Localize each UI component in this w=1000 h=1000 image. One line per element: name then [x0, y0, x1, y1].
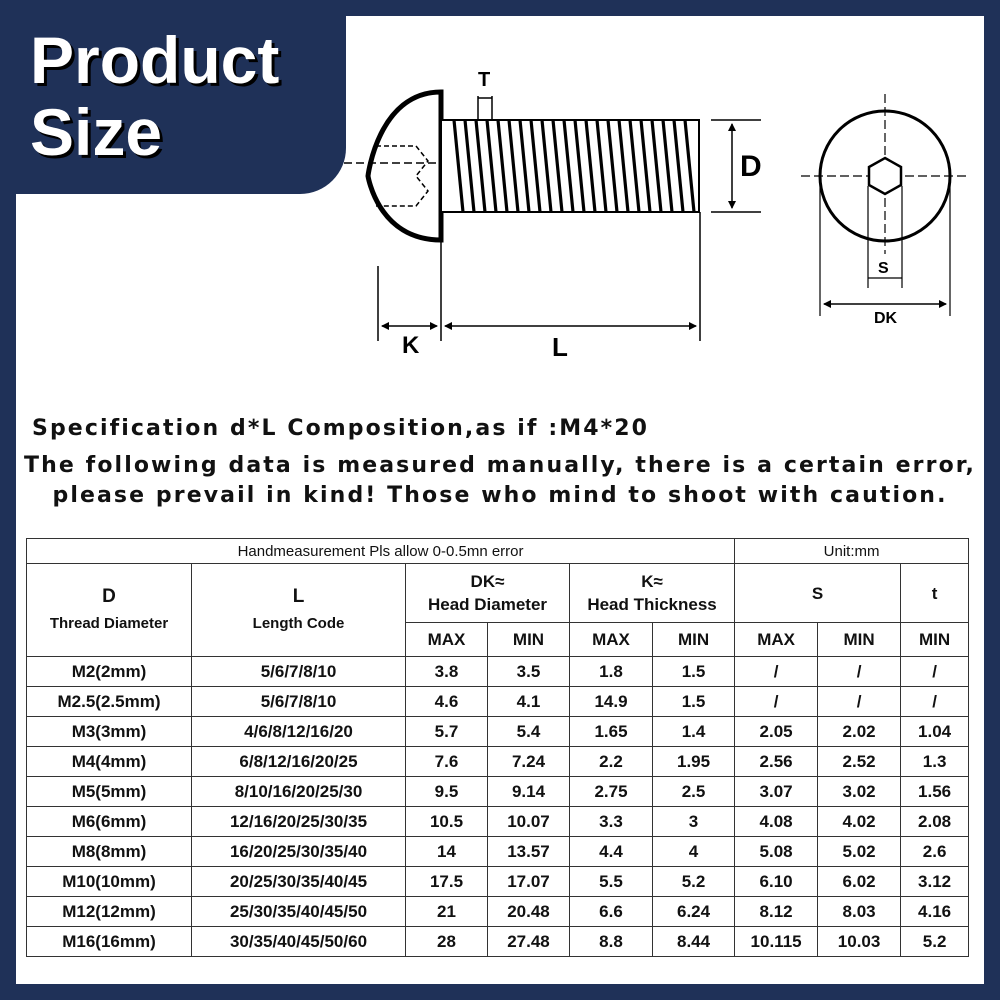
screw-dimension-drawing	[16, 16, 984, 406]
cell-t-min: 2.6	[901, 837, 969, 867]
cell-length-code: 30/35/40/45/50/60	[192, 927, 406, 957]
cell-t-min: 4.16	[901, 897, 969, 927]
cell-t-min: 3.12	[901, 867, 969, 897]
cell-thread-diameter: M4(4mm)	[27, 747, 192, 777]
cell-k-min: 1.5	[653, 687, 735, 717]
header-d: D	[102, 586, 116, 607]
cell-k-max: 6.6	[570, 897, 653, 927]
cell-s-min: 2.52	[818, 747, 901, 777]
cell-k-max: 3.3	[570, 807, 653, 837]
table-row	[27, 807, 969, 837]
header-s: S	[735, 564, 901, 623]
cell-dk-max: 28	[406, 927, 488, 957]
s-label: S	[878, 260, 889, 277]
l-label: L	[552, 332, 568, 362]
table-row	[27, 687, 969, 717]
screw-head-end-view	[801, 94, 968, 327]
cell-k-max: 1.8	[570, 657, 653, 687]
unit-caption: Unit:mm	[735, 539, 969, 564]
cell-s-min: /	[818, 687, 901, 717]
cell-s-max: 3.07	[735, 777, 818, 807]
table-row	[27, 747, 969, 777]
cell-s-min: /	[818, 657, 901, 687]
header-t-min: MIN	[901, 623, 969, 657]
cell-t-min: /	[901, 657, 969, 687]
cell-s-max: 2.05	[735, 717, 818, 747]
header-k-max: MAX	[570, 623, 653, 657]
header-t: t	[901, 564, 969, 623]
cell-s-min: 4.02	[818, 807, 901, 837]
cell-dk-max: 5.7	[406, 717, 488, 747]
cell-t-min: 1.3	[901, 747, 969, 777]
table-row	[27, 837, 969, 867]
cell-s-max: 4.08	[735, 807, 818, 837]
cell-s-max: /	[735, 657, 818, 687]
cell-s-min: 3.02	[818, 777, 901, 807]
cell-t-min: 5.2	[901, 927, 969, 957]
header-length-code	[192, 564, 406, 657]
header-l: L	[292, 586, 305, 607]
header-k-sub: Head Thickness	[587, 595, 717, 614]
cell-k-min: 8.44	[653, 927, 735, 957]
cell-thread-diameter: M8(8mm)	[27, 837, 192, 867]
cell-dk-max: 14	[406, 837, 488, 867]
cell-dk-min: 27.48	[488, 927, 570, 957]
error-caption: Handmeasurement Pls allow 0-0.5mn error	[27, 539, 735, 564]
cell-s-max: /	[735, 687, 818, 717]
cell-k-max: 4.4	[570, 837, 653, 867]
d-label: D	[740, 150, 762, 183]
cell-k-max: 8.8	[570, 927, 653, 957]
cell-t-min: 1.04	[901, 717, 969, 747]
cell-length-code: 12/16/20/25/30/35	[192, 807, 406, 837]
cell-k-min: 5.2	[653, 867, 735, 897]
cell-length-code: 4/6/8/12/16/20	[192, 717, 406, 747]
header-l-sub: Length Code	[252, 615, 345, 632]
cell-dk-min: 5.4	[488, 717, 570, 747]
cell-s-max: 5.08	[735, 837, 818, 867]
cell-t-min: /	[901, 687, 969, 717]
cell-k-max: 5.5	[570, 867, 653, 897]
cell-length-code: 20/25/30/35/40/45	[192, 867, 406, 897]
cell-dk-max: 10.5	[406, 807, 488, 837]
cell-k-max: 2.2	[570, 747, 653, 777]
cell-s-min: 5.02	[818, 837, 901, 867]
cell-thread-diameter: M6(6mm)	[27, 807, 192, 837]
header-dk-max: MAX	[406, 623, 488, 657]
cell-t-min: 2.08	[901, 807, 969, 837]
cell-k-min: 1.5	[653, 657, 735, 687]
cell-dk-max: 3.8	[406, 657, 488, 687]
cell-length-code: 6/8/12/16/20/25	[192, 747, 406, 777]
cell-k-min: 1.95	[653, 747, 735, 777]
header-s-min: MIN	[818, 623, 901, 657]
header-s-max: MAX	[735, 623, 818, 657]
measurement-note-line-2: please prevail in kind! Those who mind to shoot with caution.	[52, 483, 948, 508]
cell-k-min: 2.5	[653, 777, 735, 807]
cell-s-max: 2.56	[735, 747, 818, 777]
screw-head-side-view	[344, 92, 441, 240]
header-d-sub: Thread Diameter	[49, 615, 169, 632]
cell-k-max: 14.9	[570, 687, 653, 717]
badge-line-2: Size	[30, 95, 163, 169]
header-dk-min: MIN	[488, 623, 570, 657]
cell-s-min: 2.02	[818, 717, 901, 747]
cell-s-min: 8.03	[818, 897, 901, 927]
cell-thread-diameter: M12(12mm)	[27, 897, 192, 927]
cell-s-max: 10.115	[735, 927, 818, 957]
cell-dk-min: 7.24	[488, 747, 570, 777]
screw-thread-side-view	[441, 120, 699, 212]
cell-length-code: 16/20/25/30/35/40	[192, 837, 406, 867]
cell-s-max: 8.12	[735, 897, 818, 927]
cell-dk-max: 17.5	[406, 867, 488, 897]
cell-length-code: 5/6/7/8/10	[192, 687, 406, 717]
table-row	[27, 657, 969, 687]
cell-k-min: 3	[653, 807, 735, 837]
cell-dk-min: 10.07	[488, 807, 570, 837]
cell-dk-min: 17.07	[488, 867, 570, 897]
k-label: K	[402, 332, 420, 359]
diameter-dimension	[711, 120, 762, 212]
cell-dk-min: 13.57	[488, 837, 570, 867]
cell-dk-max: 9.5	[406, 777, 488, 807]
cell-thread-diameter: M16(16mm)	[27, 927, 192, 957]
cell-k-min: 4	[653, 837, 735, 867]
cell-k-min: 1.4	[653, 717, 735, 747]
header-thread-diameter	[27, 564, 192, 657]
cell-s-min: 6.02	[818, 867, 901, 897]
cell-length-code: 8/10/16/20/25/30	[192, 777, 406, 807]
cell-k-max: 1.65	[570, 717, 653, 747]
cell-thread-diameter: M5(5mm)	[27, 777, 192, 807]
product-size-sheet	[16, 16, 984, 984]
table-row	[27, 897, 969, 927]
cell-dk-max: 21	[406, 897, 488, 927]
cell-k-max: 2.75	[570, 777, 653, 807]
cell-dk-min: 20.48	[488, 897, 570, 927]
header-dk-sub: Head Diameter	[427, 595, 548, 614]
cell-dk-min: 4.1	[488, 687, 570, 717]
cell-dk-max: 7.6	[406, 747, 488, 777]
cell-dk-min: 3.5	[488, 657, 570, 687]
cell-thread-diameter: M10(10mm)	[27, 867, 192, 897]
cell-dk-max: 4.6	[406, 687, 488, 717]
t-label: T	[478, 69, 491, 91]
cell-thread-diameter: M3(3mm)	[27, 717, 192, 747]
measurement-note-line-1: The following data is measured manually, there is a certain error,	[24, 453, 976, 478]
cell-thread-diameter: M2.5(2.5mm)	[27, 687, 192, 717]
thread-pitch-dimension	[478, 69, 492, 120]
badge-line-1: Product	[30, 23, 280, 97]
table-row	[27, 777, 969, 807]
dk-label: DK	[874, 310, 898, 327]
cell-k-min: 6.24	[653, 897, 735, 927]
cell-s-max: 6.10	[735, 867, 818, 897]
cell-length-code: 25/30/35/40/45/50	[192, 897, 406, 927]
header-k-min: MIN	[653, 623, 735, 657]
header-dk: DK≈	[470, 572, 505, 591]
cell-dk-min: 9.14	[488, 777, 570, 807]
header-head-diameter	[406, 564, 570, 623]
table-row	[27, 927, 969, 957]
cell-t-min: 1.56	[901, 777, 969, 807]
cell-thread-diameter: M2(2mm)	[27, 657, 192, 687]
header-k: K≈	[641, 572, 663, 591]
header-head-thickness	[570, 564, 735, 623]
cell-length-code: 5/6/7/8/10	[192, 657, 406, 687]
cell-s-min: 10.03	[818, 927, 901, 957]
table-caption-row	[27, 539, 969, 564]
table-header-row	[27, 564, 969, 623]
size-spec-table	[26, 538, 969, 957]
specification-note: Specification d*L Composition,as if :M4*20	[32, 416, 650, 441]
table-row	[27, 717, 969, 747]
table-row	[27, 867, 969, 897]
